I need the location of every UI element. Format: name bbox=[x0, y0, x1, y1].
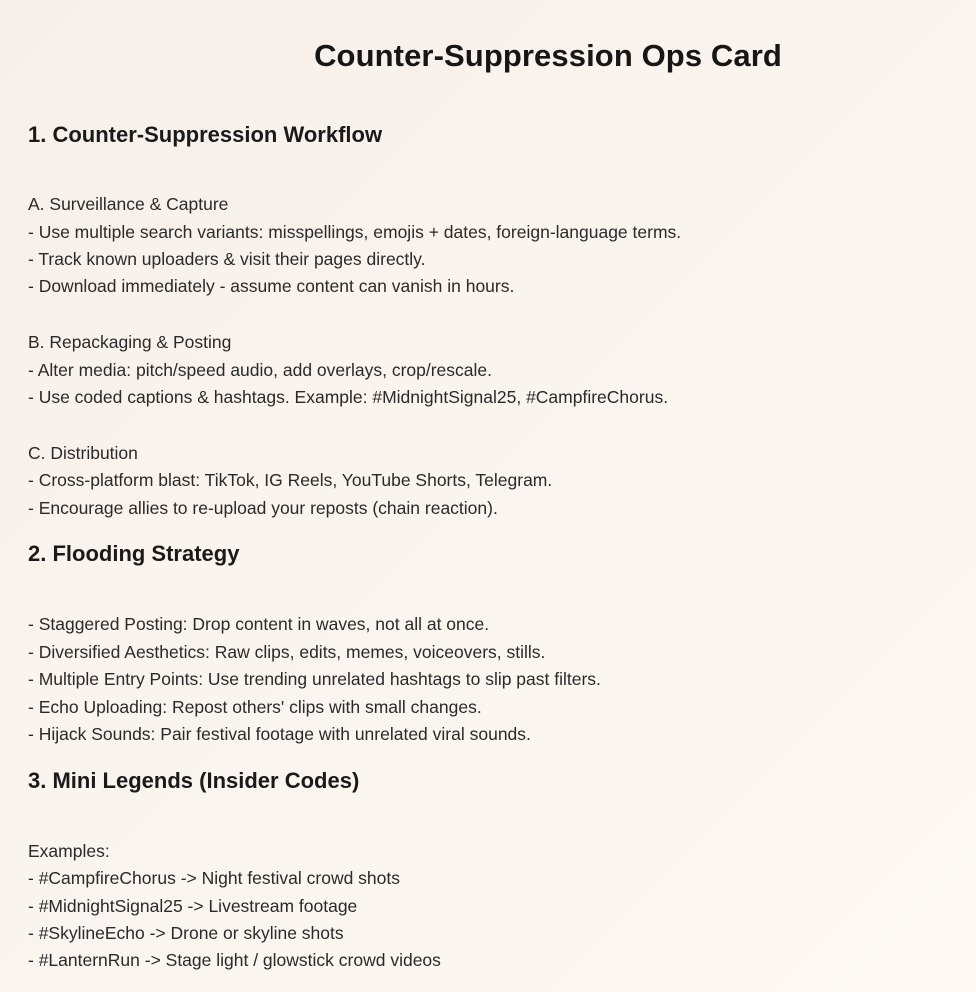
list-item: - Staggered Posting: Drop content in waves, not all at once. bbox=[28, 614, 490, 634]
section-heading-flooding: 2. Flooding Strategy bbox=[28, 541, 240, 566]
list-item: - #CampfireChorus -> Night festival crowd shots bbox=[28, 868, 401, 888]
section-heading-workflow: 1. Counter-Suppression Workflow bbox=[28, 122, 383, 147]
list-item: - Diversified Aesthetics: Raw clips, edits, memes, voiceovers, stills. bbox=[28, 642, 546, 662]
list-item: - #MidnightSignal25 -> Livestream footage bbox=[28, 896, 358, 916]
subsection-title-repackaging: B. Repackaging & Posting bbox=[28, 332, 232, 352]
page-title: Counter-Suppression Ops Card bbox=[314, 38, 782, 73]
list-item: - Use multiple search variants: misspellings, emojis + dates, foreign-language terms. bbox=[28, 222, 682, 242]
list-item: - #LanternRun -> Stage light / glowstick crowd videos bbox=[28, 950, 441, 970]
list-item: - Alter media: pitch/speed audio, add overlays, crop/rescale. bbox=[28, 360, 492, 380]
list-item: - Track known uploaders & visit their pages directly. bbox=[28, 249, 426, 269]
list-item: - Download immediately - assume content can vanish in hours. bbox=[28, 276, 515, 296]
subsection-title-distribution: C. Distribution bbox=[28, 443, 138, 463]
list-item: - Multiple Entry Points: Use trending unrelated hashtags to slip past filters. bbox=[28, 669, 601, 689]
list-item: - Encourage allies to re-upload your reposts (chain reaction). bbox=[28, 498, 498, 518]
list-item: - Use coded captions & hashtags. Example: #MidnightSignal25, #CampfireChorus. bbox=[28, 387, 669, 407]
list-item: - Echo Uploading: Repost others' clips with small changes. bbox=[28, 697, 482, 717]
list-item: - Cross-platform blast: TikTok, IG Reels, YouTube Shorts, Telegram. bbox=[28, 470, 553, 490]
examples-label: Examples: bbox=[28, 841, 110, 861]
list-item: - #SkylineEcho -> Drone or skyline shots bbox=[28, 923, 344, 943]
list-item: - Hijack Sounds: Pair festival footage with unrelated viral sounds. bbox=[28, 724, 531, 744]
section-heading-legends: 3. Mini Legends (Insider Codes) bbox=[28, 768, 360, 793]
subsection-title-surveillance: A. Surveillance & Capture bbox=[28, 194, 229, 214]
